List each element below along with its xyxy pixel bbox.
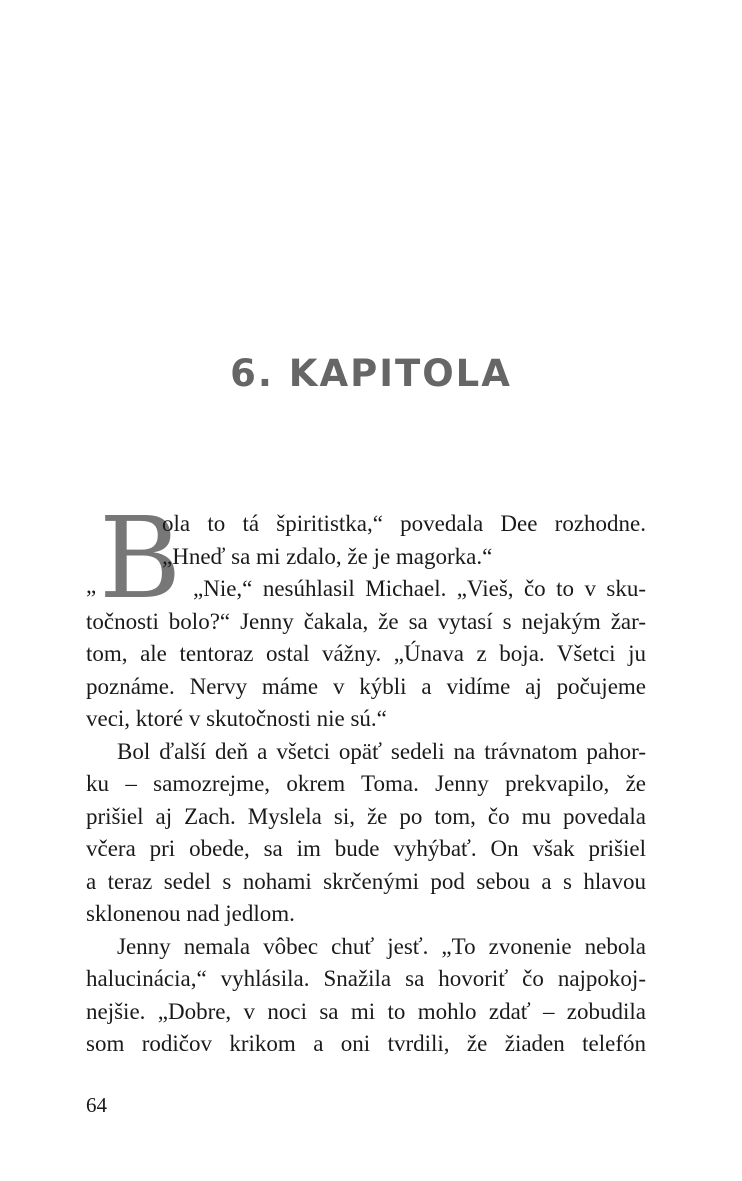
text-line: tom, ale tentoraz ostal vážny. „Únava z boja. Všetci ju — [86, 641, 646, 666]
text-line: som rodičov krikom a oni tvrdili, že žiaden telefón — [86, 1031, 646, 1056]
text-line: ola to tá špiritistka,“ povedala Dee rozhodne. — [162, 511, 646, 536]
text-line: Jenny nemala vôbec chuť jesť. „To zvonenie nebola — [117, 933, 646, 959]
text-line: halucinácia,“ vyhlásila. Snažila sa hovoriť čo najpokoj- — [86, 966, 646, 991]
text-line: nejšie. „Dobre, v noci sa mi to mohlo zdať – zobudila — [86, 998, 646, 1024]
text-line: točnosti bolo?“ Jenny čakala, že sa vytasí s nejakým žar- — [86, 608, 646, 634]
text-line: veci, ktoré v skutočnosti nie sú.“ — [86, 706, 387, 731]
drop-cap-letter: B — [99, 494, 182, 624]
chapter-body-text — [86, 508, 646, 1061]
text-line: sklonenou nad jedlom. — [86, 901, 295, 926]
page-number: 64 — [86, 1093, 107, 1117]
text-line: prišiel aj Zach. Myslela si, že po tom, čo mu povedala — [86, 803, 646, 829]
opening-quote-mark: „ — [86, 573, 97, 598]
chapter-title: 6. KAPITOLA — [230, 352, 512, 395]
text-line: poznáme. Nervy máme v kýbli a vidíme aj počujeme — [86, 673, 646, 699]
text-line: Bol ďalší deň a všetci opäť sedeli na trávnatom pahor- — [117, 738, 646, 764]
text-line: „Hneď sa mi zdalo, že je magorka.“ — [162, 543, 493, 569]
text-line: „Nie,“ nesúhlasil Michael. „Vieš, čo to v sku- — [193, 576, 646, 601]
text-line: včera pri obede, sa im bude vyhýbať. On však prišiel — [86, 836, 646, 861]
text-line: a teraz sedel s nohami skrčenými pod sebou a s hlavou — [86, 868, 646, 894]
text-line: ku – samozrejme, okrem Toma. Jenny prekvapilo, že — [86, 771, 646, 796]
